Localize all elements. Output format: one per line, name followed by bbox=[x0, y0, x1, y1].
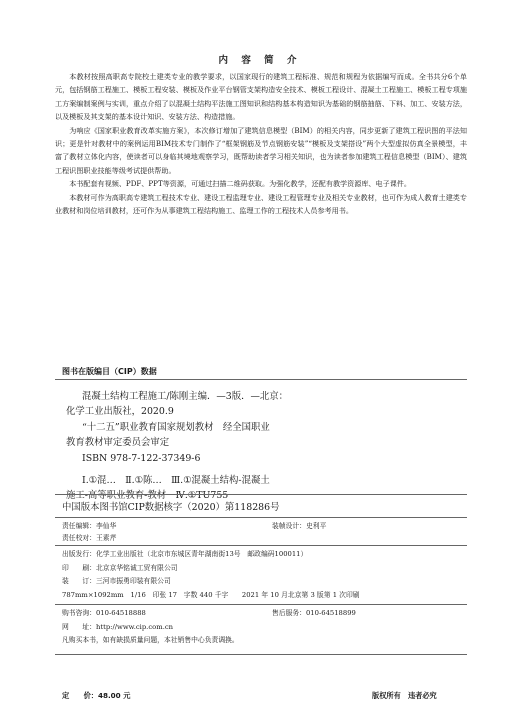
service-hotline: 售后服务：010-64518899 bbox=[272, 609, 356, 617]
contact-info bbox=[62, 607, 462, 648]
editor-name: 李仙华 bbox=[95, 522, 117, 530]
intro-paragraph: 本书配套有视频、PDF、PPT等资源，可通过扫描二维码获取。为强化教学，还配有教学资源库、电子课件。 bbox=[69, 179, 411, 189]
cip-line: 化学工业出版社，2020.9 bbox=[66, 406, 174, 418]
binder-line: 装 订：三河市振勇印装有限公司 bbox=[62, 577, 171, 586]
website-line: 网 址：http://www.cip.com.cn bbox=[62, 622, 174, 631]
cip-catalog-number bbox=[62, 500, 332, 515]
cip-line: 施工-高等职业教育-教材 Ⅳ.①TU755 bbox=[66, 490, 229, 502]
divider bbox=[55, 604, 467, 605]
publisher-line: 出版发行：化学工业出版社（北京市东城区青年湖南街13号 邮政编码100011） bbox=[62, 550, 308, 558]
proofreader-credit: 责任校对：王素芹 bbox=[62, 534, 117, 542]
divider bbox=[55, 379, 467, 380]
intro-text bbox=[55, 70, 467, 217]
editor-credit: 责任编辑：李仙华 bbox=[62, 522, 117, 530]
intro-paragraph: 本教材可作为高职高专建筑工程技术专业、建设工程监理专业、建设工程管理专业及相关专业教材，也可作为成人教育土建类专业教材和岗位培训教材，还可作为从事建筑工程结构施工、监理工作的工程技术人员参考用书。 bbox=[55, 192, 467, 216]
cip-line: 教育教材审定委员会审定 bbox=[66, 437, 170, 449]
divider bbox=[55, 545, 467, 546]
divider bbox=[55, 494, 467, 495]
intro-paragraph: 本教材按照高职高专院校土建类专业的教学要求，以国家现行的建筑工程标准、规范和规程为依据编写而成。全书共分6个单元，包括钢筋工程施工、模板工程安装、模板及作业平台钢管支架构造安全技术、模板工程设计、混凝土工程施工、模板工程专项施工方案编制案例与实训，重点介绍了以混凝土结构平法施工图知识和结构基本构造知识为基础的钢筋抽筋、下料、加工、安装方法，以及模板及其支架的基本设计知识、安装方法、构造措施。 bbox=[55, 72, 467, 122]
return-notice: 凡购买本书，如有缺损质量问题，本社销售中心负责调换。 bbox=[62, 636, 239, 645]
intro-paragraph: 为响应《国家职业教育改革实施方案》，本次修订增加了建筑信息模型（BIM）的相关内容，同步更新了建筑工程识图的平法知识；更是针对教材中的案例运用BIM技术专门制作了“框架钢筋及节点钢筋安装”“模板及支架搭设”两个大型虚拟仿真全景模型，丰富了教材立体化内容，使读者可以身临其境地观察学习，既帮助读者学习相关知识，也为读者参加建筑工程信息模型（BIM）、建筑工程识图职业技能等级考试提供帮助。 bbox=[55, 125, 467, 175]
isbn: ISBN 978-7-122-37349-6 bbox=[82, 452, 201, 464]
designer-credit: 装帧设计：史利平 bbox=[272, 522, 327, 530]
cip-data bbox=[66, 389, 336, 504]
divider bbox=[55, 654, 467, 655]
price: 定 价：48.00 元 bbox=[62, 691, 131, 700]
website-link[interactable]: http://www.cip.com.cn bbox=[95, 622, 174, 631]
proofreader-name: 王素芹 bbox=[95, 534, 117, 542]
copyright-notice: 版权所有 违者必究 bbox=[372, 691, 437, 700]
purchase-hotline: 购书咨询：010-64518888 bbox=[62, 609, 146, 617]
intro-title: 内 容 简 介 bbox=[218, 55, 302, 66]
cip-heading: 图书在版编目（CIP）数据 bbox=[62, 367, 157, 376]
cip-line: 中国版本图书馆CIP数据核字（2020）第118286号 bbox=[62, 502, 280, 513]
cip-line: 混凝土结构工程施工/陈刚主编．—3版．—北京： bbox=[82, 391, 288, 402]
print-specs: 787mm×1092mm 1/16 印张 17 字数 440 千字 2021 年 10 月北京第 3 版第 1 次印刷 bbox=[62, 591, 360, 600]
printer-line: 印 刷：北京京华铭诚工贸有限公司 bbox=[62, 563, 178, 572]
cip-line: Ⅰ.①混… Ⅱ.①陈… Ⅲ.①混凝土结构-混凝土 bbox=[82, 475, 270, 487]
designer-name: 史利平 bbox=[305, 522, 327, 530]
divider bbox=[55, 517, 467, 518]
publication-info bbox=[62, 548, 462, 603]
cip-line: “十二五”职业教育国家规划教材 经全国职业 bbox=[82, 421, 270, 433]
